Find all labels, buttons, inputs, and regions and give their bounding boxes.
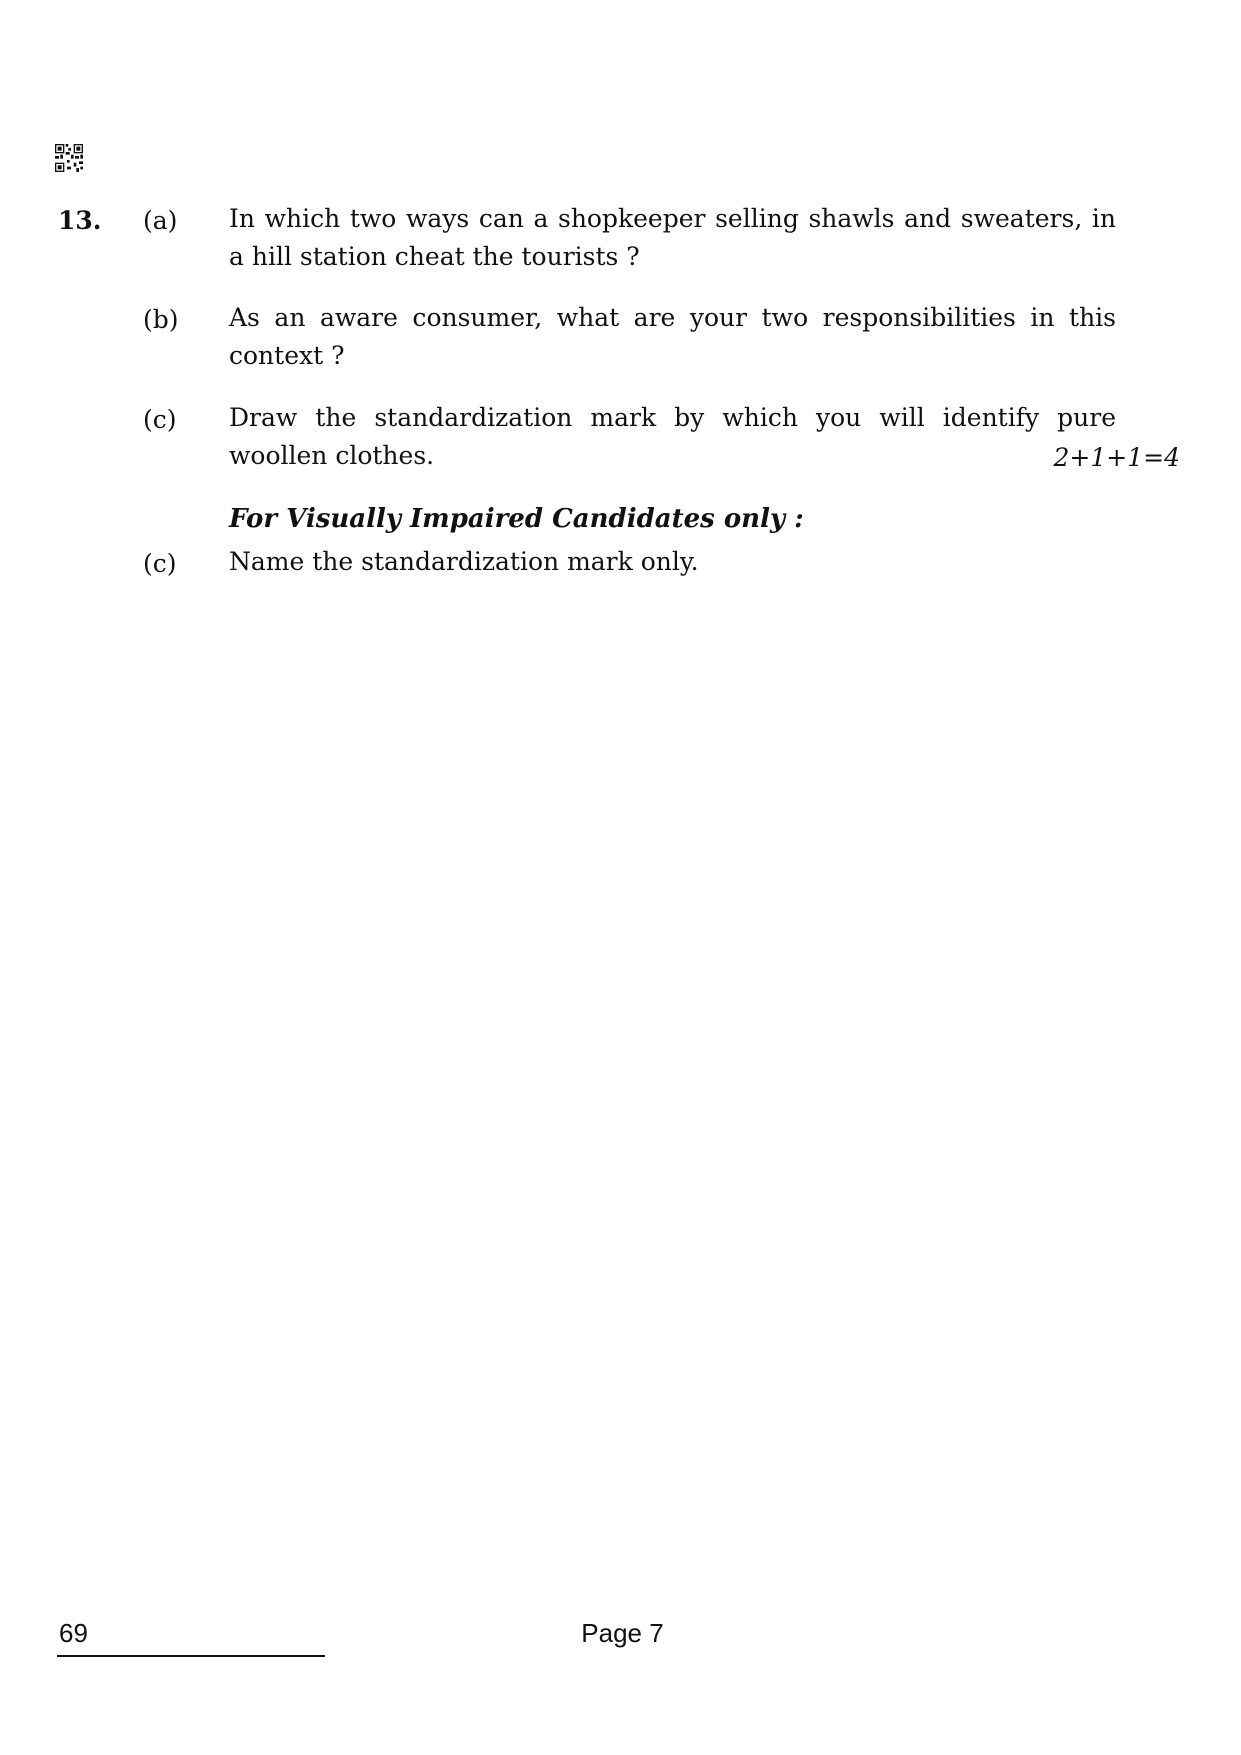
- part-a-label: (a): [143, 206, 178, 235]
- page-number-container: [0, 1617, 1241, 1649]
- part-c-label: (c): [143, 405, 177, 434]
- marks-distribution: 2+1+1=4: [1053, 443, 1180, 472]
- vi-part-c-label: (c): [143, 549, 177, 578]
- part-c-text: Draw the standardization mark by which you will identify pure woollen clothes.: [229, 403, 1116, 470]
- page-number: Page 7: [581, 1618, 664, 1648]
- qr-code-icon: [55, 144, 83, 172]
- part-b-label: (b): [143, 305, 179, 334]
- part-a-text: In which two ways can a shopkeeper selling shawls and sweaters, in a hill station cheat the tourists ?: [229, 204, 1116, 271]
- footer-rule: [57, 1655, 325, 1657]
- vi-part-c-text: Name the standardization mark only.: [229, 547, 699, 576]
- paper-code: 69: [59, 1618, 88, 1648]
- visually-impaired-heading: For Visually Impaired Candidates only :: [229, 504, 804, 534]
- part-b-text: As an aware consumer, what are your two responsibilities in this context ?: [229, 303, 1116, 370]
- question-number: 13.: [58, 206, 102, 235]
